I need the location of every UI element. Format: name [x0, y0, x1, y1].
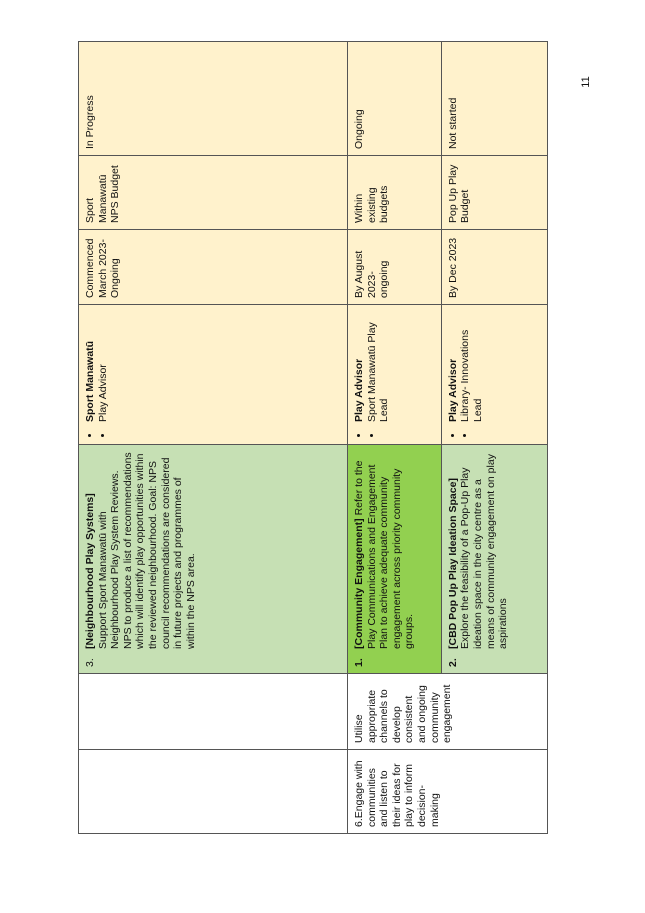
status-cell: Ongoing: [348, 42, 442, 156]
action-title: [Neighbourhood Play Systems]: [84, 493, 96, 649]
action-title: [Community Engagement]: [353, 518, 366, 649]
action-text: Explore the feasibility of a Pop-Up Play ideation space in the city centre as a means of community engagement on play aspirations: [459, 454, 510, 649]
page-number: 11: [580, 76, 592, 88]
action-cell: [441, 445, 547, 674]
lead-item: Play Advisor: [96, 364, 109, 422]
table-row: [348, 42, 442, 834]
action-number: 1.: [353, 658, 366, 667]
budget-cell: Sport Manawatū NPS Budget: [79, 156, 348, 230]
action-text: Support Sport Manawatū with Neighbourhood Play System Reviews. NPS to produce a list of recommendations which will identify play opportunities within the reviewed neighbourhood. Goal: NPS council recommendations are considered in future projects and programmes of within the NPS area.: [96, 452, 197, 649]
timeframe-cell: By August 2023- ongoing: [348, 230, 442, 305]
status-cell: In Progress: [79, 42, 348, 156]
timeframe-cell: Commenced March 2023- Ongoing: [79, 230, 348, 305]
action-text: Refer to the Play Communications and Engagement Plan to achieve adequate community engagement across priority community groups.: [353, 460, 416, 649]
action-title: [CBD Pop Up Play Ideation Space]: [446, 478, 459, 649]
action-number: 2.: [446, 658, 459, 667]
action-plan-table: [78, 41, 548, 834]
action-cell: [79, 445, 348, 674]
budget-cell: Pop Up Play Budget: [441, 156, 547, 230]
lead-item: Library- Innovations Lead: [459, 329, 484, 422]
action-cell: [348, 445, 442, 674]
lead-item: Play Advisor: [353, 358, 366, 422]
objective-cell: [79, 674, 348, 750]
action-description: [84, 451, 197, 649]
lead-cell: [441, 305, 547, 445]
lead-item: Play Advisor: [446, 358, 459, 422]
action-description: [447, 451, 510, 649]
table-row: [79, 42, 348, 834]
budget-cell: Within existing budgets: [348, 156, 442, 230]
lead-cell: [79, 305, 348, 445]
goal-cell: 6.Engage with communities and listen to their ideas for play to inform decision-making: [348, 750, 548, 834]
lead-cell: [348, 305, 442, 445]
goal-cell: [79, 750, 348, 834]
lead-item: Sport Manawatū: [84, 340, 96, 422]
action-number: 3.: [84, 658, 96, 667]
objective-cell: Utilise appropriate channels to develop consistent and ongoing community engagement: [348, 674, 548, 750]
timeframe-cell: By Dec 2023: [441, 230, 547, 305]
status-cell: Not started: [441, 42, 547, 156]
action-description: [353, 451, 416, 649]
lead-item: Sport Manawatū Play Lead: [365, 322, 391, 422]
